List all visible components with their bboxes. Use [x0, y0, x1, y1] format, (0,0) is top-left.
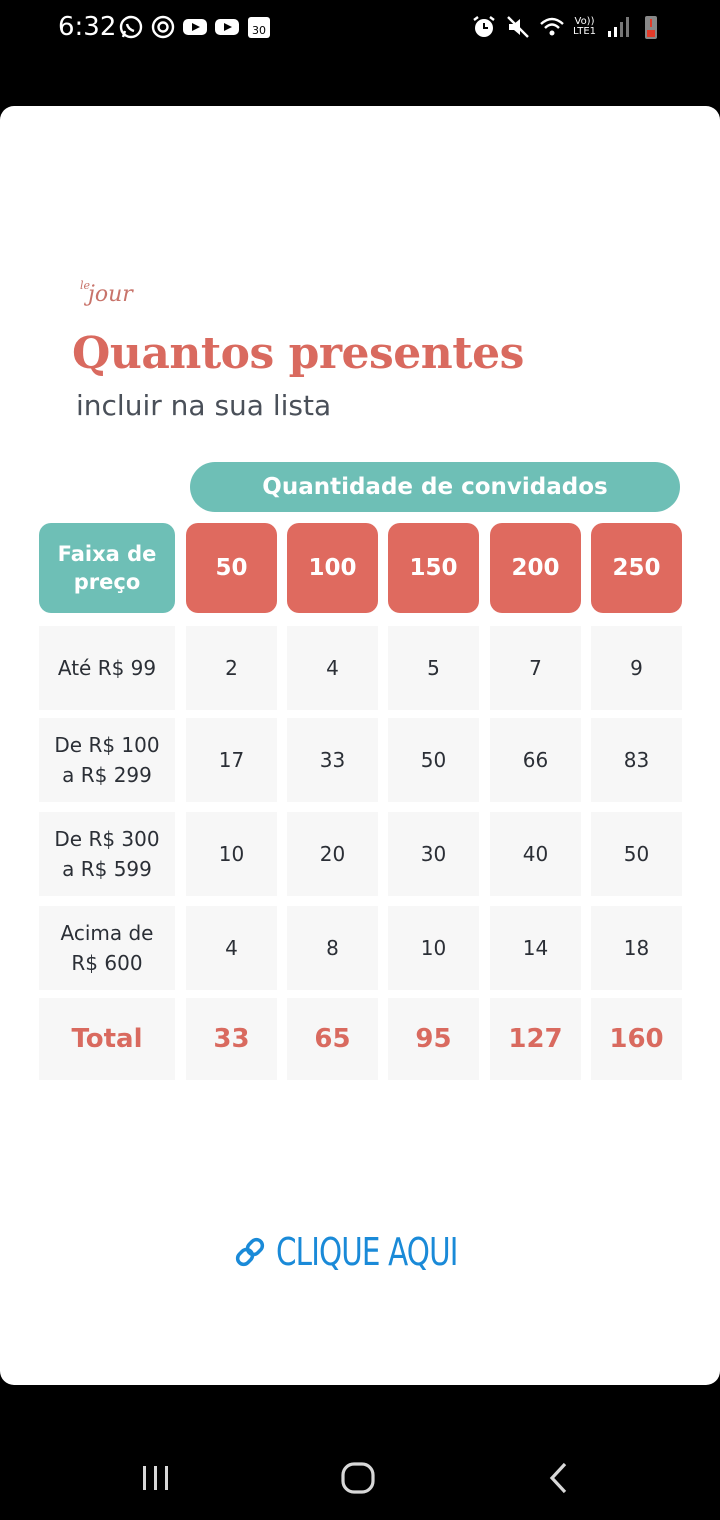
volte-indicator — [573, 17, 596, 37]
table-cell: 17 — [186, 718, 277, 802]
table-cell: 33 — [287, 718, 378, 802]
price-range-text: Acima de — [60, 921, 154, 945]
price-range-label — [39, 626, 175, 710]
post-subtitle: incluir na sua lista — [76, 389, 332, 422]
price-range-text: De R$ 100 — [54, 733, 160, 757]
price-header-line: Faixa de — [57, 542, 157, 566]
link-icon — [232, 1234, 268, 1270]
guests-header: Quantidade de convidados — [190, 462, 680, 512]
table-cell: 20 — [287, 812, 378, 896]
guest-count-header: 100 — [287, 523, 378, 613]
price-range-text: a R$ 599 — [62, 857, 152, 881]
total-cell: 160 — [591, 998, 682, 1080]
lte-label: LTE1 — [573, 26, 596, 37]
notification-icons — [118, 14, 272, 40]
battery-low-icon — [638, 14, 664, 40]
table-cell: 7 — [490, 626, 581, 710]
price-range-text: a R$ 299 — [62, 763, 152, 787]
table-cell: 50 — [388, 718, 479, 802]
status-time: 6:32 — [58, 12, 117, 42]
table-cell: 5 — [388, 626, 479, 710]
system-icons — [471, 14, 664, 40]
table-cell: 8 — [287, 906, 378, 990]
table-cell: 4 — [287, 626, 378, 710]
table-cell: 2 — [186, 626, 277, 710]
link-label[interactable]: CLIQUE AQUI — [276, 1230, 458, 1274]
whatsapp-icon — [118, 14, 144, 40]
back-icon[interactable] — [540, 1458, 580, 1498]
table-cell: 30 — [388, 812, 479, 896]
table-cell: 14 — [490, 906, 581, 990]
table-cell: 18 — [591, 906, 682, 990]
total-cell: 95 — [388, 998, 479, 1080]
table-cell: 83 — [591, 718, 682, 802]
sync-icon — [150, 14, 176, 40]
table-cell: 4 — [186, 906, 277, 990]
price-range-header — [39, 523, 175, 613]
link-sticker[interactable] — [0, 1230, 720, 1274]
calendar-icon — [246, 14, 272, 40]
youtube-icon — [214, 14, 240, 40]
brand-prefix: le — [80, 279, 91, 292]
table-cell: 10 — [388, 906, 479, 990]
table-cell: 50 — [591, 812, 682, 896]
guest-count-header: 200 — [490, 523, 581, 613]
table-cell: 9 — [591, 626, 682, 710]
table-cell: 10 — [186, 812, 277, 896]
price-range-text: R$ 600 — [71, 951, 143, 975]
brand-logo — [78, 279, 133, 307]
price-range-label — [39, 718, 175, 802]
price-range-text: Até R$ 99 — [57, 656, 157, 680]
status-bar — [0, 0, 720, 58]
youtube-icon — [182, 14, 208, 40]
home-icon[interactable] — [338, 1458, 378, 1498]
alarm-icon — [471, 14, 497, 40]
guest-count-header: 150 — [388, 523, 479, 613]
mute-icon — [505, 14, 531, 40]
navigation-bar — [0, 1430, 720, 1520]
svg-text:30: 30 — [252, 24, 266, 37]
price-range-label — [39, 812, 175, 896]
post-card — [0, 106, 720, 1385]
table-cell: 40 — [490, 812, 581, 896]
table-cell: 66 — [490, 718, 581, 802]
brand-name: jour — [88, 282, 133, 307]
price-range-text: De R$ 300 — [54, 827, 160, 851]
total-label: Total — [39, 998, 175, 1080]
guest-count-header: 50 — [186, 523, 277, 613]
wifi-icon — [539, 14, 565, 40]
post-title: Quantos presentes — [72, 328, 524, 379]
guest-count-header: 250 — [591, 523, 682, 613]
total-cell: 65 — [287, 998, 378, 1080]
recent-apps-icon[interactable] — [136, 1458, 176, 1498]
volte-label: Vo)) — [574, 16, 595, 27]
signal-icon — [604, 14, 630, 40]
total-cell: 127 — [490, 998, 581, 1080]
price-range-label — [39, 906, 175, 990]
price-header-line: preço — [73, 570, 141, 594]
total-cell: 33 — [186, 998, 277, 1080]
